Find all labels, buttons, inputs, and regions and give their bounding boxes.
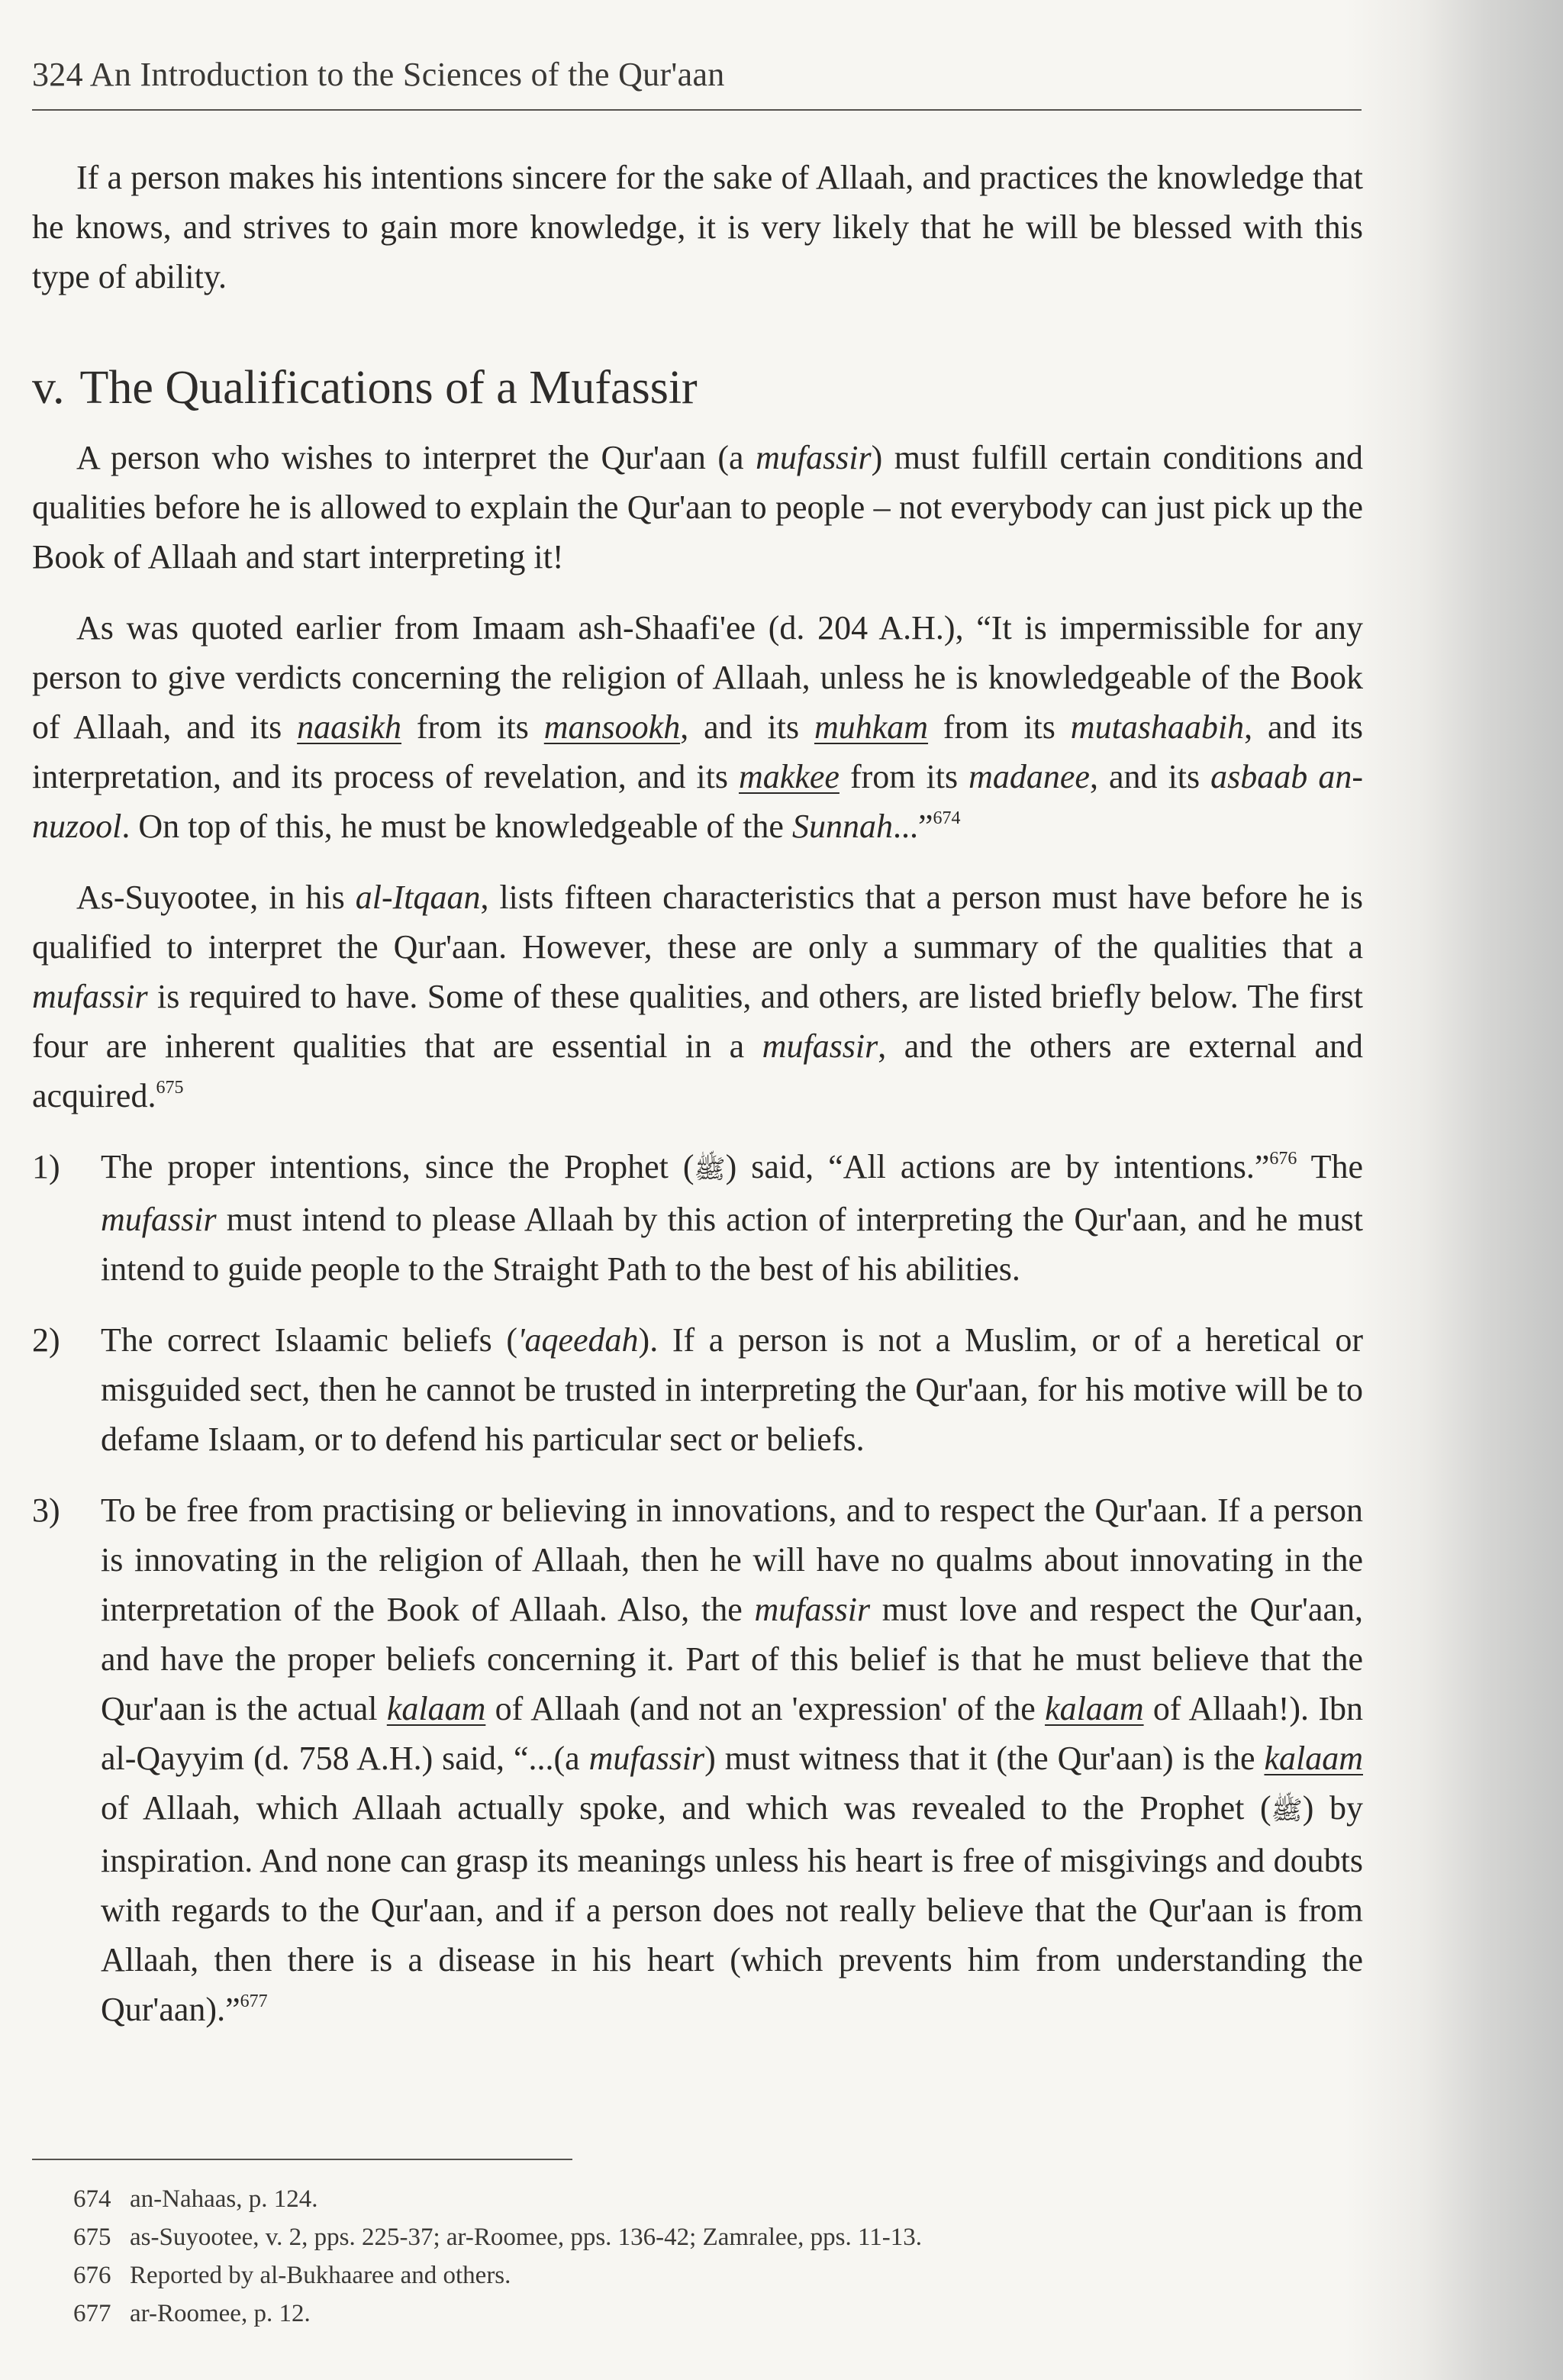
text-run: from its bbox=[928, 708, 1071, 746]
footnote-text: an-Nahaas, p. 124. bbox=[130, 2185, 318, 2213]
footnote-674 bbox=[73, 2180, 1294, 2218]
text-run: from its bbox=[401, 708, 544, 746]
term-muhkam: muhkam bbox=[814, 708, 929, 746]
term-mutashaabih: mutashaabih bbox=[1070, 708, 1245, 746]
text-run: from its bbox=[839, 758, 969, 795]
text-run: of Allaah (and not an 'expression' of the bbox=[485, 1690, 1046, 1727]
section-heading bbox=[32, 361, 1363, 414]
term-kalaam: kalaam bbox=[1045, 1690, 1144, 1727]
footnote-675 bbox=[73, 2218, 1294, 2256]
list-item-1 bbox=[32, 1142, 1363, 1294]
paragraph-qualifications-intro bbox=[32, 433, 1363, 582]
text-run: To be free from practising or believing in innovations, and to respect the Qur'aan. If a person is innovating in the religion of Allaah, then he will have no qualms about innovating in the interpretation of the Book of Allaah. Also, the bbox=[101, 1492, 1363, 1628]
footnote-number: 675 bbox=[73, 2224, 111, 2251]
term-kalaam: kalaam bbox=[386, 1690, 486, 1727]
text-run: of Allaah!). Ibn al-Qayyim (d. 758 A.H.) said, “...(a bbox=[101, 1690, 1363, 1777]
footnotes bbox=[73, 2180, 1294, 2333]
term-mufassir: mufassir bbox=[754, 1591, 871, 1628]
term-al-itqaan: al-Itqaan bbox=[355, 879, 481, 916]
text-run: is required to have. Some of these qualities, and others, are listed briefly below. The first four are inherent qualities that are essential in a bbox=[32, 978, 1363, 1065]
text-run: of Allaah, which Allaah actually spoke, and which was revealed to the Prophet ( bbox=[101, 1789, 1271, 1827]
footnote-ref-674[interactable]: 674 bbox=[933, 808, 961, 828]
footnote-text: as-Suyootee, v. 2, pps. 225-37; ar-Roomee, pps. 136-42; Zamralee, pps. 11-13. bbox=[130, 2224, 923, 2251]
footnote-number: 676 bbox=[73, 2262, 111, 2289]
term-aqeedah: 'aqeedah bbox=[517, 1321, 639, 1359]
paragraph-gap bbox=[32, 1121, 1363, 1142]
text-run: The bbox=[1297, 1148, 1363, 1185]
paragraph-gap bbox=[32, 851, 1363, 872]
text-run: ) said, “All actions are by intentions.” bbox=[725, 1148, 1270, 1185]
section-number: v. bbox=[32, 362, 65, 414]
term-sunnah: Sunnah bbox=[791, 808, 893, 845]
text-run: , and its interpretation, and its process of revelation, and its bbox=[32, 708, 1364, 795]
term-mufassir: mufassir bbox=[762, 1027, 878, 1065]
footnote-text: ar-Roomee, p. 12. bbox=[130, 2300, 311, 2327]
footnote-rule bbox=[32, 2159, 572, 2160]
salutation-glyph: ﷺ bbox=[694, 1154, 726, 1185]
section-title: The Qualifications of a Mufassir bbox=[79, 362, 698, 414]
header-rule bbox=[32, 109, 1362, 111]
footnote-number: 674 bbox=[73, 2185, 111, 2213]
text-run: As was quoted earlier from Imaam ash-Shaafi'ee (d. 204 A.H.), “It is impermissible for any person to give verdicts concerning the religion of Allaah, unless he is knowledgeable of the Book of Allaah, and its bbox=[32, 609, 1363, 746]
text-run: , and its bbox=[680, 708, 814, 746]
list-number: 3) bbox=[32, 1492, 60, 1529]
term-makkee: makkee bbox=[739, 758, 840, 795]
text-run: ) must fulfill certain conditions and qualities before he is allowed to explain the Qur'aan to people – not everybody can just pick up the Book of Allaah and start interpreting it! bbox=[32, 439, 1363, 576]
list-item-3 bbox=[32, 1485, 1363, 2034]
text-run: ...” bbox=[892, 808, 933, 845]
footnote-677 bbox=[73, 2295, 1294, 2333]
term-mufassir: mufassir bbox=[588, 1740, 705, 1777]
term-mufassir: mufassir bbox=[101, 1201, 217, 1238]
text-run: A person who wishes to interpret the Qur'aan (a bbox=[76, 439, 756, 476]
text-run: must intend to please Allaah by this action of interpreting the Qur'aan, and he must intend to guide people to the Straight Path to the best of his abilities. bbox=[101, 1201, 1363, 1288]
paragraph-suyootee bbox=[32, 872, 1363, 1121]
list-item-2 bbox=[32, 1315, 1363, 1464]
term-mufassir: mufassir bbox=[756, 439, 872, 476]
text-run: , and its bbox=[1089, 758, 1211, 795]
page-body bbox=[32, 153, 1363, 2034]
text-run: As-Suyootee, in his bbox=[76, 879, 356, 916]
footnote-676 bbox=[73, 2256, 1294, 2295]
list-number: 2) bbox=[32, 1321, 60, 1359]
text-run: . On top of this, he must be knowledgeable of the bbox=[121, 808, 792, 845]
term-asbaab-an-nuzool: asbaab an-nuzool bbox=[32, 758, 1363, 845]
text-run: , lists fifteen characteristics that a person must have before he is qualified to interpret the Qur'aan. However, these are only a summary of the qualities that a bbox=[32, 879, 1363, 966]
paragraph-shaafiee-quote bbox=[32, 603, 1363, 851]
text-run: ) by inspiration. And none can grasp its meanings unless his heart is free of misgivings and doubts with regards to the Qur'aan, and if a person does not really believe that the Qur'aan is from Allaah, then there is a disease in his heart (which prevents him from understanding the Qur'aan).” bbox=[101, 1789, 1364, 2028]
salutation-glyph: ﷺ bbox=[1271, 1795, 1303, 1826]
paragraph-gap bbox=[32, 1464, 1363, 1485]
term-naasikh: naasikh bbox=[297, 708, 402, 746]
footnote-ref-675[interactable]: 675 bbox=[156, 1078, 184, 1098]
paragraph-gap bbox=[32, 1294, 1363, 1315]
list-number: 1) bbox=[32, 1148, 60, 1185]
intro-paragraph: If a person makes his intentions sincere for the sake of Allaah, and practices the knowledge that he knows, and strives to gain more knowledge, it is very likely that he will be blessed with this type of ability. bbox=[32, 159, 1363, 295]
term-kalaam: kalaam bbox=[1264, 1740, 1363, 1777]
footnote-ref-676[interactable]: 676 bbox=[1269, 1149, 1297, 1169]
text-run: must love and respect the Qur'aan, and have the proper beliefs concerning it. Part of this belief is that he must believe that the Qur'aan is the actual bbox=[101, 1591, 1363, 1727]
text-run: ) must witness that it (the Qur'aan) is the bbox=[704, 1740, 1265, 1777]
text-run: The proper intentions, since the Prophet ( bbox=[101, 1148, 694, 1185]
paragraph-gap bbox=[32, 582, 1363, 603]
term-madanee: madanee bbox=[968, 758, 1090, 795]
footnote-number: 677 bbox=[73, 2300, 111, 2327]
footnote-text: Reported by al-Bukhaaree and others. bbox=[130, 2262, 511, 2289]
text-run: , and the others are external and acquired. bbox=[32, 1027, 1363, 1114]
term-mufassir: mufassir bbox=[32, 978, 148, 1015]
running-head: 324 An Introduction to the Sciences of the Qur'aan bbox=[32, 56, 725, 93]
footnote-ref-677[interactable]: 677 bbox=[240, 1991, 268, 2011]
term-mansookh: mansookh bbox=[543, 708, 681, 746]
text-run: The correct Islaamic beliefs ( bbox=[101, 1321, 518, 1359]
text-run: ). If a person is not a Muslim, or of a heretical or misguided sect, then he cannot be trusted in interpreting the Qur'aan, for his motive will be to defame Islaam, or to defend his particular sect or beliefs. bbox=[101, 1321, 1363, 1458]
